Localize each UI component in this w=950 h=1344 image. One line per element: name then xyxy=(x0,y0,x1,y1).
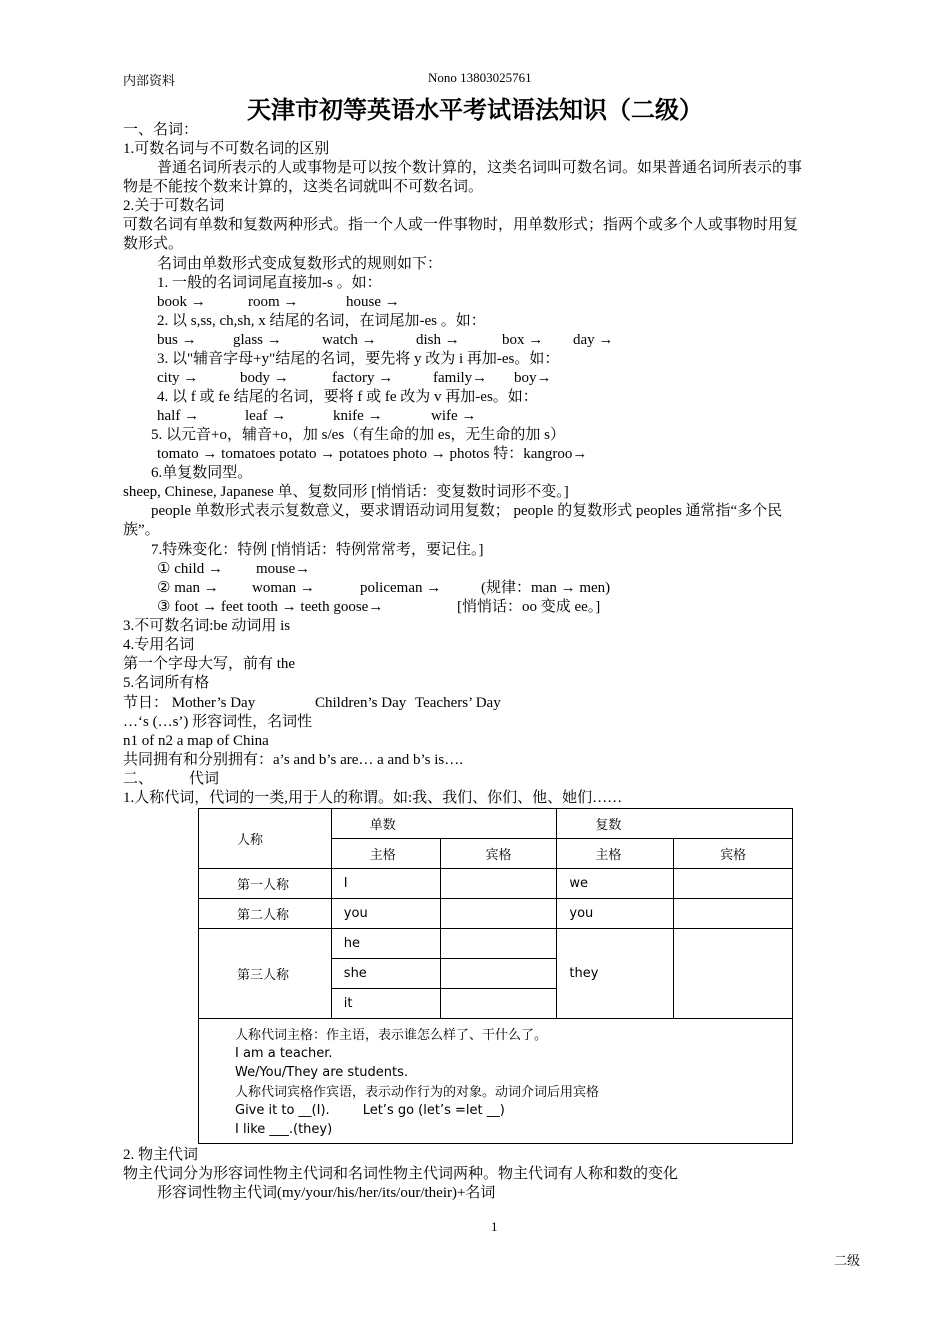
table-row xyxy=(199,929,793,959)
rule-7-line-2 xyxy=(157,579,610,598)
rule-2-examples xyxy=(157,331,613,350)
singular-object-cell[interactable] xyxy=(440,959,557,989)
rule-7-line-3 xyxy=(157,598,600,617)
para-2b: 数形式。 xyxy=(123,236,184,252)
note-subject-usage: 人称代词主格：作主语，表示谁怎么样了、干什么了。 xyxy=(235,1027,548,1042)
heading-proper-nouns: 4.专用名词 xyxy=(123,637,195,653)
section-label: 代词 xyxy=(189,771,220,787)
heading-countable: 1.可数名词与不可数名词的区别 xyxy=(123,141,330,157)
example-word: book → xyxy=(157,294,206,310)
header-plural: 复数 xyxy=(557,809,793,839)
singular-subject-cell: you xyxy=(331,899,440,929)
possessive-of: n1 of n2 a map of China xyxy=(123,733,269,749)
header-center: Nono 13803025761 xyxy=(428,70,532,85)
singular-object-cell[interactable] xyxy=(440,989,557,1019)
example-word: glass → xyxy=(233,332,282,348)
note-exercise: I like ___.(they) xyxy=(235,1122,333,1137)
para-1a: 普通名词所表示的人或事物是可以按个数计算的，这类名词叫可数名词。如果普通名词所表示的事 xyxy=(157,160,803,176)
singular-subject-cell: I xyxy=(331,869,440,899)
singular-object-cell[interactable] xyxy=(440,929,557,959)
example-word: dish → xyxy=(416,332,460,348)
rule-5: 5. 以元音+o，辅音+o，加 s/es（有生命的加 es，无生命的加 s） xyxy=(151,427,566,443)
singular-subject-cell: she xyxy=(331,959,440,989)
plural-object-cell[interactable] xyxy=(674,899,793,929)
festival-item: Children’s Day xyxy=(315,695,407,711)
header-subject-plural: 主格 xyxy=(557,839,674,869)
heading-uncountable: 3.不可数名词:be 动词用 is xyxy=(123,618,291,634)
heading-possessive-pronouns: 2. 物主代词 xyxy=(123,1147,199,1163)
rule-3-examples xyxy=(157,369,552,388)
header-subject-singular: 主格 xyxy=(331,839,440,869)
example-word: (规律：man → men) xyxy=(481,580,611,596)
example-word: policeman → xyxy=(360,580,442,596)
heading-personal-pronouns: 1.人称代词，代词的一类,用于人的称谓。如:我、我们、你们、他、她们…… xyxy=(123,790,623,806)
para-2a: 可数名词有单数和复数两种形式。指一个人或一件事物时，用单数形式；指两个或多个人或事物时用复 xyxy=(123,217,799,233)
example-word: box → xyxy=(502,332,544,348)
example-word: leaf → xyxy=(245,408,287,424)
example-word: ① child → xyxy=(157,561,223,577)
rule-6: 6.单复数同型。 xyxy=(151,465,253,481)
header-object-plural: 宾格 xyxy=(674,839,793,869)
person-cell: 第一人称 xyxy=(199,869,332,899)
people-note-b: 族”。 xyxy=(123,522,160,538)
person-cell: 第二人称 xyxy=(199,899,332,929)
note-example: I am a teacher. xyxy=(235,1046,333,1061)
para-3: 名词由单数形式变成复数形式的规则如下： xyxy=(157,256,443,272)
example-note: [悄悄话：oo 变成 ee。] xyxy=(457,599,601,615)
note-object-usage: 人称代词宾格作宾语，表示动作行为的对象。动词介词后用宾格 xyxy=(235,1084,600,1099)
section-pronouns xyxy=(123,770,219,789)
para-1b: 物是不能按个数来计算的，这类名词就叫不可数名词。 xyxy=(123,179,484,195)
rule-1-examples xyxy=(157,293,400,312)
person-cell: 第三人称 xyxy=(199,929,332,1019)
plural-object-cell[interactable] xyxy=(674,869,793,899)
header-object-singular: 宾格 xyxy=(440,839,557,869)
example-word: house → xyxy=(346,294,400,310)
table-row xyxy=(199,869,793,899)
plural-subject-cell: they xyxy=(557,929,674,1019)
example-word: bus → xyxy=(157,332,197,348)
festival-item: Teachers’ Day xyxy=(415,695,501,711)
possessive-shared: 共同拥有和分别拥有：a’s and b’s are… a and b’s is…. xyxy=(123,752,463,768)
possessive-adjective-rule: 形容词性物主代词(my/your/his/her/its/our/their)+名词 xyxy=(157,1185,496,1201)
rule-4: 4. 以 f 或 fe 结尾的名词，要将 f 或 fe 改为 v 再加-es。如： xyxy=(157,389,538,405)
example-word: knife → xyxy=(333,408,383,424)
example-word: wife → xyxy=(431,408,477,424)
example-word: ③ foot → feet tooth → teeth goose→ xyxy=(157,599,384,615)
footer-level: 二级 xyxy=(834,1253,861,1268)
festival-item: 节日： Mother’s Day xyxy=(123,695,256,711)
example-word: half → xyxy=(157,408,200,424)
singular-subject-cell: it xyxy=(331,989,440,1019)
possessive-pronouns-intro: 物主代词分为形容词性物主代词和名词性物主代词两种。物主代词有人称和数的变化 xyxy=(123,1166,679,1182)
possessive-festivals xyxy=(123,694,501,713)
rule-7-line-1 xyxy=(157,560,310,579)
rule-5-examples: tomato → tomatoes potato → potatoes photo → photos 特：kangroo→ xyxy=(157,446,588,462)
rule-6-examples: sheep, Chinese, Japanese 单、复数同形 [悄悄话：变复数时词形不变。] xyxy=(123,484,569,500)
example-word: boy→ xyxy=(514,370,552,386)
proper-nouns-rule: 第一个字母大写，前有 the xyxy=(123,656,296,672)
heading-about-countable: 2.关于可数名词 xyxy=(123,198,225,214)
singular-subject-cell: he xyxy=(331,929,440,959)
pronoun-table xyxy=(198,808,793,1144)
header-left: 内部资料 xyxy=(123,73,176,88)
usage-notes xyxy=(199,1019,793,1144)
example-word: city → xyxy=(157,370,199,386)
rule-1: 1. 一般的名词词尾直接加-s 。如： xyxy=(157,275,382,291)
example-word: body → xyxy=(240,370,289,386)
example-word: watch → xyxy=(322,332,377,348)
singular-object-cell[interactable] xyxy=(440,869,557,899)
section-nouns: 一、名词： xyxy=(123,122,199,138)
header-person: 人称 xyxy=(199,809,332,869)
rule-7: 7.特殊变化：特例 [悄悄话：特例常常考，要记住。] xyxy=(151,542,484,558)
rule-3: 3. 以"辅音字母+y"结尾的名词，要先将 y 改为 i 再加-es。如： xyxy=(157,351,560,367)
example-word: ② man → xyxy=(157,580,219,596)
plural-subject-cell: you xyxy=(557,899,674,929)
page-title: 天津市初等英语水平考试语法知识（二级） xyxy=(247,98,703,124)
note-example: We/You/They are students. xyxy=(235,1065,409,1080)
rule-2: 2. 以 s,ss, ch,sh, x 结尾的名词，在词尾加-es 。如： xyxy=(157,313,486,329)
example-word: room → xyxy=(248,294,299,310)
example-word: woman → xyxy=(252,580,315,596)
example-word: factory → xyxy=(332,370,394,386)
example-word: family→ xyxy=(433,370,488,386)
plural-subject-cell: we xyxy=(557,869,674,899)
singular-object-cell[interactable] xyxy=(440,899,557,929)
people-note-a: people 单数形式表示复数意义，要求谓语动词用复数； people 的复数形式 peoples 通常指“多个民 xyxy=(151,503,783,519)
header-singular: 单数 xyxy=(331,809,557,839)
example-word: day → xyxy=(573,332,614,348)
section-number: 二、 xyxy=(123,771,154,787)
possessive-forms: …‘s (…s’) 形容词性，名词性 xyxy=(123,714,313,730)
page-number: 1 xyxy=(491,1219,498,1234)
note-exercise: Give it to __(I). Let’s go (let’s =let __) xyxy=(235,1103,505,1118)
heading-possessive: 5.名词所有格 xyxy=(123,675,210,691)
plural-object-cell[interactable] xyxy=(674,929,793,1019)
example-word: mouse→ xyxy=(256,561,311,577)
rule-4-examples xyxy=(157,407,476,426)
table-row xyxy=(199,899,793,929)
